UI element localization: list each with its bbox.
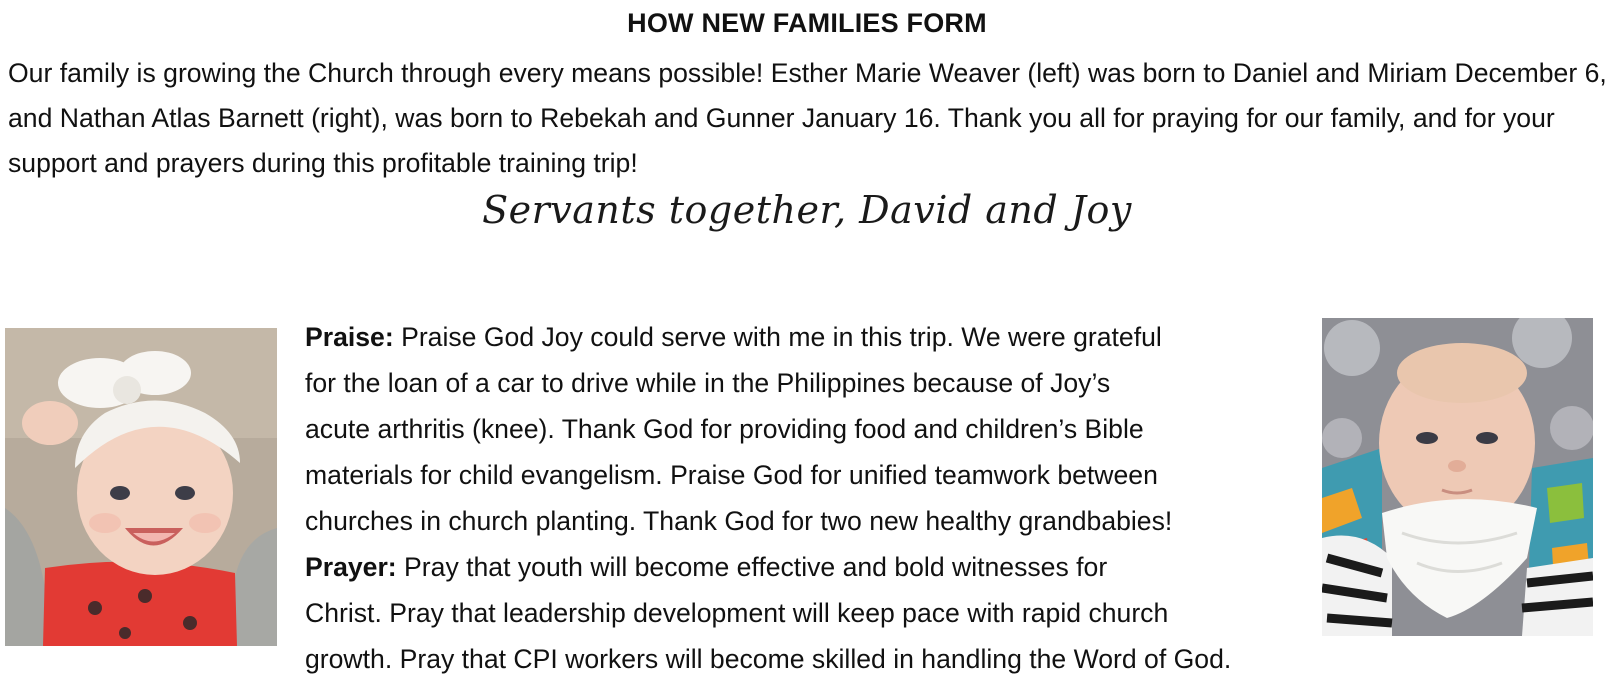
prayer-text: Pray that youth will become effective and bold witnesses for xyxy=(396,552,1108,582)
prayer-line-3: growth. Pray that CPI workers will become skilled in handling the Word of God. xyxy=(305,644,1232,674)
praise-prayer-text xyxy=(305,314,1365,682)
intro-paragraph: Our family is growing the Church through every means possible! Esther Marie Weaver (left) was born to Daniel and Miriam December 6, and Nathan Atlas Barnett (right), was born to Rebekah and Gunner January 16. Thank you all for praying for our family, and for your support and prayers during this profitable training trip! xyxy=(8,58,1607,178)
baby-boy-photo xyxy=(1322,318,1593,636)
praise-line-4: materials for child evangelism. Praise God for unified teamwork between xyxy=(305,460,1158,490)
baby-girl-photo xyxy=(5,328,277,646)
praise-line-2: for the loan of a car to drive while in the Philippines because of Joy’s xyxy=(305,368,1111,398)
praise-label: Praise: xyxy=(305,322,394,352)
page-title: HOW NEW FAMILIES FORM xyxy=(627,8,987,38)
praise-text: Praise God Joy could serve with me in this trip. We were grateful xyxy=(393,322,1162,352)
praise-line-5: churches in church planting. Thank God for two new healthy grandbabies! xyxy=(305,506,1173,536)
prayer-line-1 xyxy=(305,544,1365,590)
prayer-label: Prayer: xyxy=(305,552,397,582)
signature: Servants together, David and Joy xyxy=(482,188,1132,232)
praise-line-3: acute arthritis (knee). Thank God for providing food and children’s Bible xyxy=(305,414,1144,444)
prayer-line-2: Christ. Pray that leadership development will keep pace with rapid church xyxy=(305,598,1169,628)
praise-line-1 xyxy=(305,314,1365,360)
